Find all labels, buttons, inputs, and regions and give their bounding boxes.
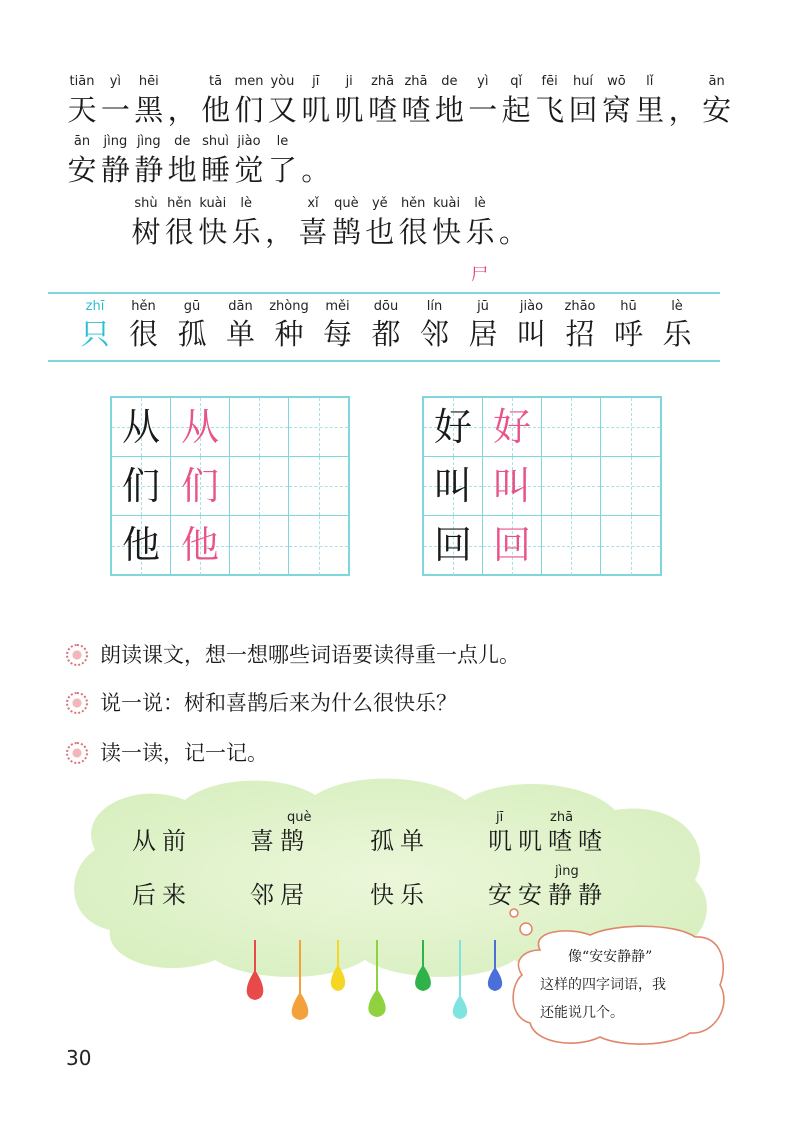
pinyin: wō: [607, 74, 626, 89]
pinyin: yě: [371, 196, 388, 211]
new-character-hanzi: 单: [225, 317, 255, 351]
grid-cell: [230, 457, 289, 516]
trace-character: 回: [492, 523, 531, 567]
pinyin: zhā: [404, 74, 428, 89]
exercise-text: 说一说：树和喜鹊后来为什么很快乐？: [100, 691, 457, 715]
trace-character: 好: [492, 405, 531, 449]
pinyin: yì: [477, 74, 489, 89]
pinyin: qǐ: [510, 74, 523, 89]
annotation-ji: jī: [496, 810, 504, 825]
new-character-pinyin: jiào: [519, 299, 544, 314]
grid-cell: [289, 398, 348, 457]
hanzi: ，: [668, 93, 698, 127]
pinyin: tā: [209, 74, 223, 89]
new-character-pinyin: dān: [228, 299, 253, 314]
new-character: [507, 298, 557, 352]
grid-cell: [424, 398, 483, 457]
radical-mark: 尸: [471, 265, 488, 285]
word-xique: 喜鹊: [250, 827, 310, 855]
new-characters-band: [48, 292, 720, 362]
grid-cell: [601, 457, 660, 516]
new-character-hanzi: 乐: [662, 317, 692, 351]
hanzi: ，: [167, 93, 197, 127]
model-character: 他: [121, 523, 160, 567]
pinyin: [296, 132, 336, 152]
pinyin: [493, 194, 533, 214]
page-number: 30: [66, 1046, 92, 1070]
pinyin: shù: [134, 196, 158, 211]
word-congqian: 从前: [132, 827, 192, 855]
pinyin: men: [234, 74, 264, 89]
new-character-hanzi: 每: [322, 317, 352, 351]
grid-cell: [230, 398, 289, 457]
hanzi: 很: [398, 215, 428, 249]
new-character: [555, 298, 605, 352]
new-character-pinyin: měi: [325, 299, 350, 314]
new-character: [313, 298, 363, 352]
hanzi: 一: [100, 93, 130, 127]
pinyin: hěn: [400, 196, 426, 211]
hanzi: 窝: [601, 93, 631, 127]
hanzi: 也: [365, 215, 395, 249]
annotation-que: què: [287, 810, 312, 825]
hanzi: 叽: [334, 93, 364, 127]
hanzi: 树: [131, 215, 161, 249]
new-character-hanzi: 呼: [613, 317, 643, 351]
grid-cell: [483, 398, 542, 457]
pinyin: fēi: [541, 74, 558, 89]
new-character: [604, 298, 654, 352]
exercise-text: 朗读课文，想一想哪些词语要读得重一点儿。: [100, 643, 520, 667]
hanzi: 飞: [535, 93, 565, 127]
word-houlai: 后来: [132, 881, 192, 909]
grid-cell: [112, 516, 171, 575]
pinyin: jiào: [237, 134, 261, 149]
hanzi: 了: [267, 153, 297, 187]
new-character: [458, 298, 508, 352]
hanzi: 地: [167, 153, 197, 187]
hanzi: 静: [100, 153, 130, 187]
pinyin: què: [334, 196, 359, 211]
writing-grid-right: [422, 396, 662, 576]
pinyin: shuì: [202, 134, 230, 149]
word-gudan: 孤单: [370, 827, 430, 855]
model-character: 好: [433, 405, 472, 449]
passage-line-3: [126, 194, 546, 264]
hanzi: ，: [265, 215, 295, 249]
new-character-hanzi: 很: [128, 317, 158, 351]
annotation-jing: jìng: [555, 864, 579, 879]
bullet-icon: [66, 644, 88, 666]
new-character-pinyin: lè: [671, 299, 683, 314]
new-character: [119, 298, 169, 352]
new-character: [216, 298, 266, 352]
text-unit: [493, 194, 533, 250]
grid-cell: [289, 457, 348, 516]
trace-character: 从: [180, 405, 219, 449]
pinyin: hēi: [138, 74, 159, 89]
new-character: [652, 298, 702, 352]
grid-cell: [542, 457, 601, 516]
new-character: [167, 298, 217, 352]
grid-cell: [289, 516, 348, 575]
pinyin: le: [276, 134, 289, 149]
new-character-hanzi: 邻: [419, 317, 449, 351]
model-character: 们: [121, 464, 160, 508]
new-character-pinyin: zhāo: [564, 299, 596, 314]
hanzi: 起: [501, 93, 531, 127]
word-linju: 邻居: [250, 881, 310, 909]
new-character-pinyin: jū: [477, 299, 489, 314]
grid-cell: [112, 398, 171, 457]
new-character-hanzi: 招: [565, 317, 595, 351]
bubble-line-3: 还能说几个。: [540, 1005, 624, 1021]
pinyin: lǐ: [646, 74, 654, 89]
hanzi: 他: [201, 93, 231, 127]
hanzi: 一: [468, 93, 498, 127]
new-character-pinyin: lín: [426, 299, 443, 314]
hanzi: 乐: [465, 215, 495, 249]
hanzi: 觉: [234, 153, 264, 187]
new-character-hanzi: 叫: [516, 317, 546, 351]
grid-cell: [171, 516, 230, 575]
new-character-pinyin: zhī: [85, 299, 105, 314]
exercise-text: 读一读，记一记。: [100, 741, 268, 765]
pinyin: zhā: [371, 74, 395, 89]
hanzi: 喜: [298, 215, 328, 249]
new-character-hanzi: 种: [274, 317, 304, 351]
pinyin: kuài: [199, 196, 227, 211]
pinyin: yì: [109, 74, 122, 89]
new-character-pinyin: hū: [620, 299, 637, 314]
new-character-hanzi: 只: [80, 317, 110, 351]
new-character-hanzi: 都: [371, 317, 401, 351]
new-character: [410, 298, 460, 352]
model-character: 从: [121, 405, 160, 449]
new-character: [361, 298, 411, 352]
hanzi: 们: [234, 93, 264, 127]
hanzi: 睡: [201, 153, 231, 187]
grid-cell: [112, 457, 171, 516]
hanzi: 叽: [301, 93, 331, 127]
pinyin: ān: [73, 134, 91, 149]
exercise-3: [66, 738, 626, 768]
passage-line-2: [62, 132, 462, 202]
hanzi: 快: [432, 215, 462, 249]
model-character: 叫: [433, 464, 472, 508]
text-unit: [296, 132, 336, 188]
new-character-pinyin: gū: [183, 299, 201, 314]
new-character-hanzi: 孤: [177, 317, 207, 351]
annotation-zha: zhā: [550, 810, 574, 825]
hanzi: 快: [198, 215, 228, 249]
pinyin: lè: [240, 196, 252, 211]
grid-cell: [171, 398, 230, 457]
new-character-hanzi: 居: [468, 317, 498, 351]
word-ananjingjing: 安安静静: [488, 881, 608, 909]
grid-cell: [171, 457, 230, 516]
pinyin: xǐ: [307, 196, 319, 211]
grid-cell: [483, 516, 542, 575]
hanzi: 安: [702, 93, 732, 127]
new-character-pinyin: dōu: [373, 299, 399, 314]
grid-cell: [230, 516, 289, 575]
grid-cell: [601, 516, 660, 575]
pinyin: tiān: [69, 74, 95, 89]
hanzi: 静: [134, 153, 164, 187]
pinyin: lè: [474, 196, 486, 211]
bubble-line-2: 这样的四字词语，我: [540, 977, 666, 993]
hanzi: 黑: [134, 93, 164, 127]
bubble-line-1: 像“安安静静”: [568, 949, 653, 965]
grid-cell: [542, 398, 601, 457]
new-character-pinyin: hěn: [131, 299, 156, 314]
hanzi: 。: [301, 153, 331, 187]
hanzi: 乐: [231, 215, 261, 249]
word-kuaile: 快乐: [370, 881, 430, 909]
pinyin: ji: [345, 74, 353, 89]
grid-cell: [424, 516, 483, 575]
pinyin: kuài: [433, 196, 461, 211]
model-character: 回: [433, 523, 472, 567]
grid-cell: [424, 457, 483, 516]
pinyin: jī: [312, 74, 320, 89]
hanzi: 回: [568, 93, 598, 127]
pinyin: de: [441, 74, 458, 89]
writing-grid-left: [110, 396, 350, 576]
pinyin: huí: [572, 74, 594, 89]
grid-cell: [483, 457, 542, 516]
hanzi: 安: [67, 153, 97, 187]
hanzi: 天: [67, 93, 97, 127]
exercise-1: [66, 640, 626, 670]
bullet-icon: [66, 692, 88, 714]
hanzi: 喳: [401, 93, 431, 127]
hanzi: 里: [635, 93, 665, 127]
trace-character: 他: [180, 523, 219, 567]
pinyin: yòu: [270, 74, 295, 89]
new-character-pinyin: zhòng: [269, 299, 309, 314]
bullet-icon: [66, 742, 88, 764]
hanzi: 很: [164, 215, 194, 249]
pinyin: jìng: [136, 134, 161, 149]
hanzi: 又: [267, 93, 297, 127]
word-jijizhazha: 叽叽喳喳: [488, 827, 608, 855]
grid-cell: [542, 516, 601, 575]
text-unit: [697, 72, 737, 128]
pinyin: jìng: [103, 134, 128, 149]
grid-cell: [601, 398, 660, 457]
exercise-2: [66, 688, 626, 718]
hanzi: 鹊: [331, 215, 361, 249]
pinyin: de: [174, 134, 191, 149]
trace-character: 们: [180, 464, 219, 508]
trace-character: 叫: [492, 464, 531, 508]
hanzi: 地: [434, 93, 464, 127]
hanzi: 。: [498, 215, 528, 249]
new-character: [264, 298, 314, 352]
new-character: [70, 298, 120, 352]
hanzi: 喳: [368, 93, 398, 127]
pinyin: hěn: [167, 196, 192, 211]
pinyin: ān: [708, 74, 725, 89]
